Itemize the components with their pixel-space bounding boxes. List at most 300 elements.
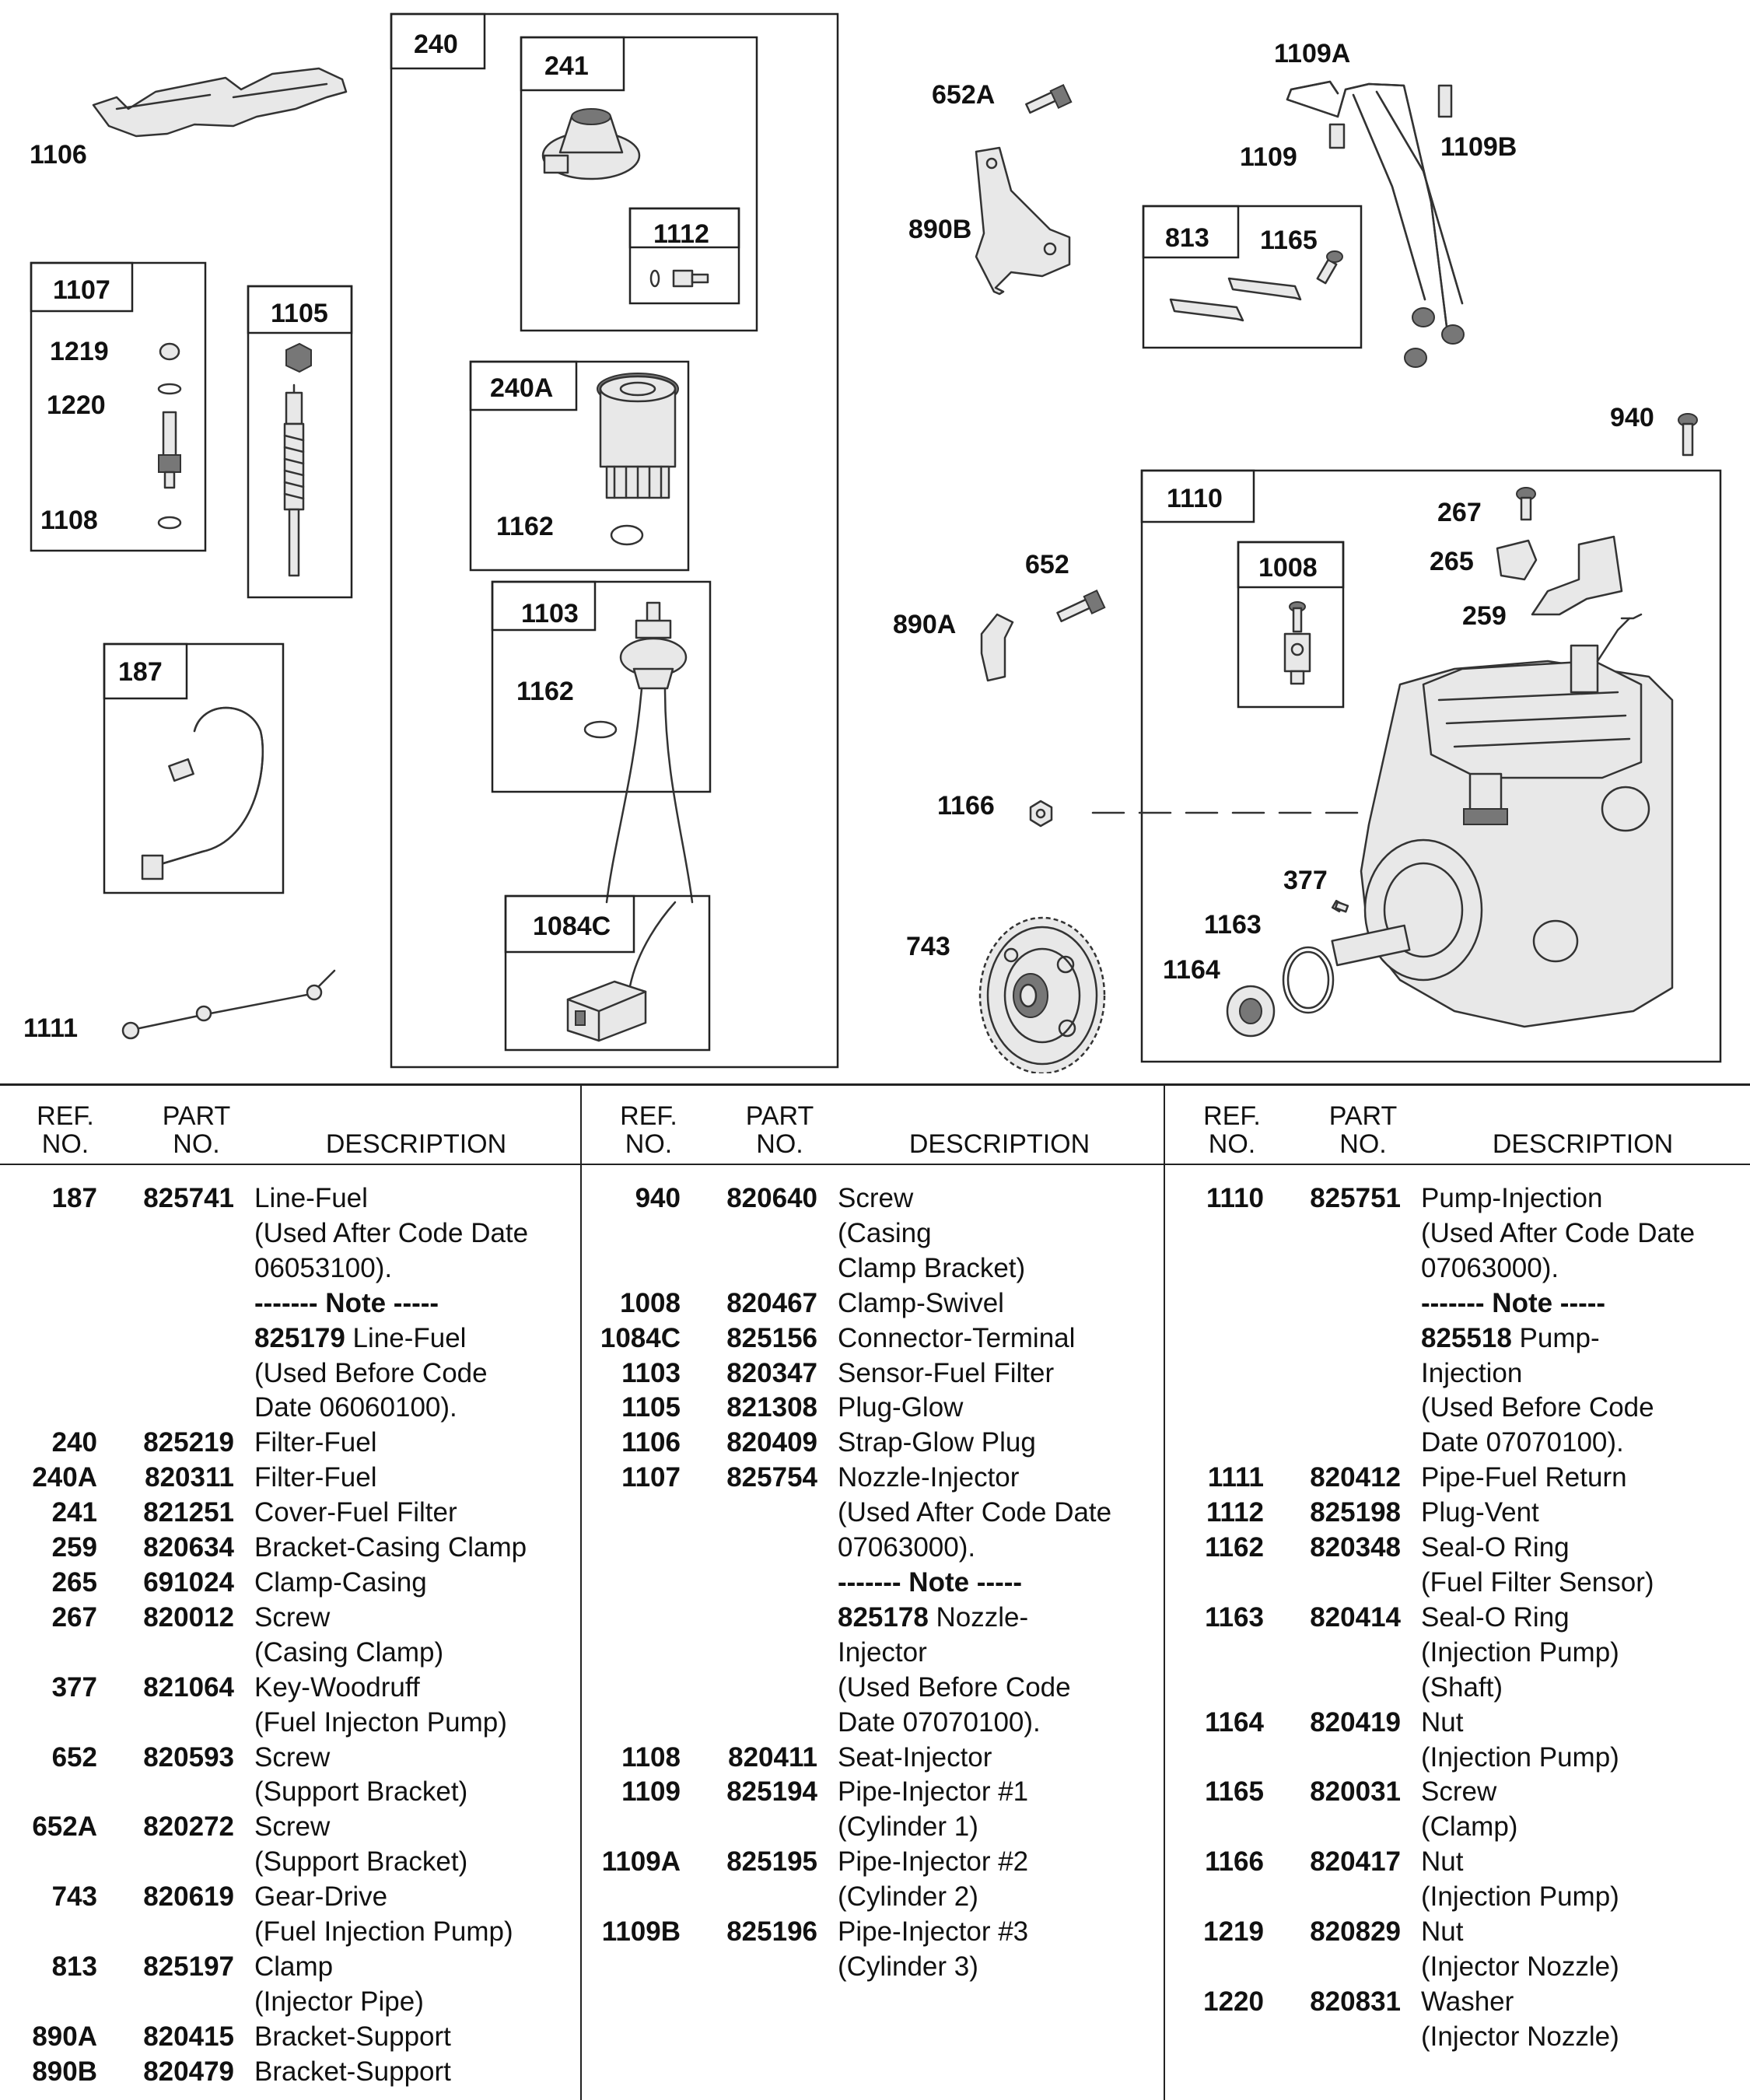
table-row	[0, 2020, 582, 2055]
ref-number	[1167, 1251, 1264, 1286]
label-813: 813	[1165, 223, 1209, 253]
ref-number: 259	[51, 1532, 97, 1563]
table-row	[583, 1356, 1165, 1391]
description-text: Nozzle-	[928, 1601, 1029, 1633]
description: Date 07070100).	[838, 1706, 1041, 1738]
ref-number	[583, 1950, 681, 1985]
table-row	[1167, 1671, 1748, 1706]
ref-number: 652	[51, 1741, 97, 1773]
part-652A-screw	[1026, 85, 1071, 113]
description: Sensor-Fuel Filter	[838, 1357, 1055, 1388]
table-row	[0, 1985, 582, 2020]
ref-number	[0, 1985, 97, 2020]
table-row	[0, 1391, 582, 1426]
part-number	[681, 1601, 821, 1636]
label-1162a: 1162	[496, 512, 554, 541]
table-row	[0, 1915, 582, 1950]
table-row	[0, 1775, 582, 1810]
description: (Injector Pipe)	[254, 1986, 424, 2017]
part-number	[97, 1775, 237, 1810]
ref-number	[0, 1775, 97, 1810]
part-number: 825754	[726, 1462, 817, 1493]
ref-number	[0, 1286, 97, 1321]
table-row	[1167, 1845, 1748, 1880]
header-ref-no: REF. NO.	[1203, 1101, 1261, 1159]
ref-number	[0, 1251, 97, 1286]
table-row	[1167, 1950, 1748, 1985]
description: Strap-Glow Plug	[838, 1427, 1036, 1458]
label-1106: 1106	[30, 140, 87, 170]
description: (Casing	[838, 1217, 932, 1248]
table-row	[0, 1286, 582, 1321]
ref-number	[583, 1671, 681, 1706]
part-number: 825219	[143, 1427, 234, 1458]
part-number	[681, 1496, 821, 1531]
ref-number: 1106	[621, 1427, 681, 1458]
label-1108: 1108	[40, 506, 98, 535]
table-row	[0, 1741, 582, 1776]
table-row	[583, 1251, 1165, 1286]
ref-number: 1166	[1205, 1846, 1264, 1878]
table-row	[583, 1775, 1165, 1810]
table-row	[1167, 1356, 1748, 1391]
table-row	[583, 1181, 1165, 1216]
description: Washer	[1421, 1986, 1514, 2017]
part-number	[1264, 1426, 1404, 1461]
table-row	[1167, 1496, 1748, 1531]
part-number	[681, 1671, 821, 1706]
label-187: 187	[118, 657, 163, 687]
description: (Cylinder 2)	[838, 1881, 978, 1913]
description: Pump-Injection	[1421, 1183, 1603, 1213]
table-row	[583, 1741, 1165, 1776]
part-1008-swivel-clamp	[1285, 602, 1310, 684]
ref-number: 652A	[32, 1811, 97, 1843]
part-number	[1264, 2020, 1404, 2055]
ref-number	[1167, 1950, 1264, 1985]
ref-number: 1109B	[601, 1916, 681, 1948]
description: (Used After Code Date	[254, 1217, 529, 1248]
note-divider: ------- Note -----	[254, 1287, 439, 1318]
part-number: 820409	[726, 1427, 817, 1458]
part-940-screw	[1678, 414, 1697, 455]
part-number	[681, 1251, 821, 1286]
label-1220: 1220	[47, 390, 106, 420]
table-row	[1167, 1775, 1748, 1810]
ref-number: 240	[51, 1427, 97, 1458]
part-number: 820347	[726, 1357, 817, 1388]
part-1110-injection-pump	[1332, 618, 1672, 1027]
ref-number	[583, 1880, 681, 1915]
description: Line-Fuel	[254, 1183, 368, 1213]
table-row	[1167, 1880, 1748, 1915]
ref-number: 813	[51, 1951, 97, 1982]
part-241-filter-cover	[543, 109, 639, 179]
table-row	[1167, 2020, 1748, 2055]
description: Pipe-Injector #3	[838, 1916, 1029, 1948]
part-1105-glow-plug	[285, 344, 311, 576]
part-number	[97, 1391, 237, 1426]
ref-number: 1220	[1203, 1986, 1264, 2017]
table-header	[583, 1091, 1165, 1169]
part-number	[1264, 1251, 1404, 1286]
ref-number: 187	[51, 1183, 97, 1213]
label-240A: 240A	[490, 373, 554, 403]
description: Seal-O Ring	[1421, 1532, 1570, 1563]
description-text: Pump-	[1511, 1322, 1600, 1353]
label-1109A: 1109A	[1274, 39, 1351, 68]
ref-number: 940	[635, 1183, 681, 1213]
description: (Shaft)	[1421, 1671, 1503, 1703]
part-number: 825198	[1310, 1497, 1401, 1528]
label-1112: 1112	[653, 219, 709, 249]
part-number: 820414	[1310, 1601, 1401, 1633]
part-number	[1264, 1391, 1404, 1426]
table-row	[583, 1880, 1165, 1915]
part-number: 820467	[726, 1287, 817, 1318]
parts-rows	[1167, 1181, 1748, 2055]
part-1111-fuel-return-pipe	[123, 971, 334, 1038]
parts-rows	[583, 1181, 1165, 1985]
description: Seat-Injector	[838, 1741, 992, 1773]
description: Date 06060100).	[254, 1392, 457, 1423]
description: Nut	[1421, 1846, 1464, 1878]
part-number	[97, 1915, 237, 1950]
description: (Casing Clamp)	[254, 1636, 444, 1668]
description: Clamp Bracket)	[838, 1252, 1026, 1283]
note-divider: ------- Note -----	[838, 1566, 1023, 1598]
description	[237, 1321, 582, 1356]
ref-number: 890B	[32, 2056, 97, 2087]
table-row	[0, 1496, 582, 1531]
label-377: 377	[1283, 866, 1328, 895]
table-row	[0, 1251, 582, 1286]
part-number: 820831	[1310, 1986, 1401, 2017]
description: Pipe-Injector #2	[838, 1846, 1029, 1878]
description: (Support Bracket)	[254, 1846, 468, 1878]
table-row	[583, 1671, 1165, 1706]
part-number: 825195	[726, 1846, 817, 1878]
part-1112-vent-plug	[651, 271, 708, 286]
table-row	[1167, 1915, 1748, 1950]
description: Bracket-Support	[254, 2021, 451, 2052]
part-number	[97, 1286, 237, 1321]
table-row	[583, 1531, 1165, 1566]
table-row	[583, 1636, 1165, 1671]
ref-number: 1109A	[601, 1846, 681, 1878]
ref-number	[1167, 1566, 1264, 1601]
table-row	[0, 1706, 582, 1741]
description: (Used Before Code	[838, 1671, 1071, 1703]
description: (Cylinder 1)	[838, 1811, 978, 1843]
ref-number: 1108	[621, 1741, 681, 1773]
part-number: 821308	[726, 1392, 817, 1423]
ref-number: 1105	[621, 1392, 681, 1423]
ref-number	[1167, 1741, 1264, 1776]
label-1163: 1163	[1204, 910, 1262, 940]
header-part-no: PART NO.	[745, 1101, 814, 1159]
part-number	[1264, 1566, 1404, 1601]
ref-number: 1163	[1205, 1601, 1264, 1633]
part-number: 820348	[1310, 1532, 1401, 1563]
part-240A-fuel-filter	[597, 373, 678, 544]
label-1105: 1105	[271, 299, 328, 328]
part-number	[97, 1321, 237, 1356]
ref-number: 267	[51, 1601, 97, 1633]
part-number: 820479	[143, 2056, 234, 2087]
table-header	[0, 1091, 582, 1169]
part-259-bracket	[1532, 537, 1641, 618]
ref-number: 1084C	[600, 1322, 681, 1353]
table-row	[583, 1461, 1165, 1496]
part-1166-nut	[1031, 801, 1052, 826]
part-1164-nut	[1227, 986, 1274, 1036]
description: Screw	[1421, 1776, 1497, 1808]
ref-number	[1167, 1671, 1264, 1706]
table-header	[1167, 1091, 1748, 1169]
part-number: 820419	[1310, 1706, 1401, 1738]
description: Connector-Terminal	[838, 1322, 1076, 1353]
description: (Used Before Code	[1421, 1392, 1654, 1423]
table-row	[1167, 1286, 1748, 1321]
table-row	[583, 1566, 1165, 1601]
description: 06053100).	[254, 1252, 393, 1283]
table-row	[1167, 1461, 1748, 1496]
ref-number	[0, 1321, 97, 1356]
ref-number	[583, 1636, 681, 1671]
part-number: 820829	[1310, 1916, 1401, 1948]
table-row	[583, 1321, 1165, 1356]
table-row	[1167, 1741, 1748, 1776]
part-number	[97, 1985, 237, 2020]
table-row	[0, 1356, 582, 1391]
table-row	[583, 1845, 1165, 1880]
table-row	[1167, 1706, 1748, 1741]
table-row	[0, 1426, 582, 1461]
table-row	[0, 1181, 582, 1216]
table-row	[583, 1216, 1165, 1251]
description	[1404, 1321, 1748, 1356]
part-743-drive-gear	[980, 918, 1104, 1073]
part-number: 825156	[726, 1322, 817, 1353]
note-divider: ------- Note -----	[1421, 1287, 1606, 1318]
description: Bracket-Casing Clamp	[254, 1532, 527, 1563]
ref-number	[0, 1845, 97, 1880]
description: Clamp-Swivel	[838, 1287, 1004, 1318]
part-number: 821251	[143, 1497, 234, 1528]
table-row	[583, 1496, 1165, 1531]
ref-number: 890A	[32, 2021, 97, 2052]
description: Gear-Drive	[254, 1881, 388, 1913]
ref-number: 1110	[1206, 1183, 1264, 1213]
part-number	[1264, 1286, 1404, 1321]
table-row	[1167, 1181, 1748, 1216]
ref-number	[1167, 2020, 1264, 2055]
part-187-fuel-line	[142, 708, 263, 879]
description: Seal-O Ring	[1421, 1601, 1570, 1633]
ref-number	[0, 1915, 97, 1950]
table-row	[0, 1601, 582, 1636]
label-241: 241	[544, 51, 589, 81]
label-743: 743	[906, 932, 950, 961]
ref-number	[583, 1496, 681, 1531]
part-number	[681, 1636, 821, 1671]
description: Pipe-Injector #1	[838, 1776, 1029, 1808]
parts-list-table	[0, 1083, 1750, 2100]
description: Cover-Fuel Filter	[254, 1497, 457, 1528]
table-row	[0, 1636, 582, 1671]
table-row	[0, 1810, 582, 1845]
description: Clamp	[254, 1951, 334, 1982]
parts-column-1	[0, 1091, 582, 2095]
header-description: DESCRIPTION	[325, 1129, 507, 1159]
table-row	[583, 1286, 1165, 1321]
label-267: 267	[1437, 498, 1482, 527]
description: (Fuel Filter Sensor)	[1421, 1566, 1654, 1598]
part-number	[97, 1706, 237, 1741]
part-1163-o-ring	[1283, 947, 1333, 1013]
part-number	[1264, 1636, 1404, 1671]
description: Date 07070100).	[1421, 1427, 1624, 1458]
table-row	[1167, 1391, 1748, 1426]
description: (Injector Nozzle)	[1421, 1951, 1619, 1982]
description: (Injection Pump)	[1421, 1741, 1619, 1773]
description: Nozzle-Injector	[838, 1462, 1020, 1493]
part-1107-injector-nozzle	[159, 344, 180, 528]
table-row	[583, 1950, 1165, 1985]
description: Pipe-Fuel Return	[1421, 1462, 1627, 1493]
part-890B-support-bracket	[976, 148, 1069, 294]
label-940: 940	[1610, 403, 1654, 432]
label-890A: 890A	[893, 610, 957, 639]
label-240: 240	[414, 30, 458, 59]
part-number: 820593	[143, 1741, 234, 1773]
part-number	[1264, 1950, 1404, 1985]
part-number	[97, 1251, 237, 1286]
ref-number: 265	[51, 1566, 97, 1598]
description: Screw	[254, 1811, 331, 1843]
header-part-no: PART NO.	[162, 1101, 231, 1159]
description: (Clamp)	[1421, 1811, 1518, 1843]
table-row	[0, 1880, 582, 1915]
label-890B: 890B	[908, 215, 972, 244]
part-number	[1264, 1741, 1404, 1776]
label-1109: 1109	[1240, 142, 1297, 172]
part-890A-support-bracket	[982, 614, 1013, 681]
table-row	[0, 1845, 582, 1880]
description: (Fuel Injecton Pump)	[254, 1706, 507, 1738]
ref-number: 1219	[1203, 1916, 1264, 1948]
ref-number	[583, 1251, 681, 1286]
part-number: 820411	[728, 1741, 817, 1773]
part-number	[1264, 1880, 1404, 1915]
label-1103: 1103	[521, 599, 579, 628]
part-number	[1264, 1671, 1404, 1706]
part-number	[97, 1845, 237, 1880]
ref-number: 1112	[1206, 1497, 1264, 1528]
description	[821, 1601, 1165, 1636]
description: (Used After Code Date	[1421, 1217, 1696, 1248]
part-number	[681, 1810, 821, 1845]
description: Screw	[254, 1601, 331, 1633]
table-row	[583, 1391, 1165, 1426]
part-number: 825196	[726, 1916, 817, 1948]
part-265-clamp-casing	[1497, 541, 1536, 579]
table-row	[1167, 1636, 1748, 1671]
label-1110: 1110	[1167, 484, 1223, 513]
parts-rows	[0, 1181, 582, 2090]
ref-number: 1103	[621, 1357, 681, 1388]
part-number	[681, 1706, 821, 1741]
ref-number	[0, 1356, 97, 1391]
table-row	[1167, 1251, 1748, 1286]
alternate-part-number: 825518	[1421, 1322, 1512, 1353]
description: Screw	[254, 1741, 331, 1773]
description: 07063000).	[838, 1532, 976, 1563]
label-1165: 1165	[1260, 226, 1318, 255]
description: Nut	[1421, 1916, 1464, 1948]
part-652-screw	[1058, 590, 1105, 621]
description: (Cylinder 3)	[838, 1951, 978, 1982]
part-number: 820634	[143, 1532, 234, 1563]
label-1109B: 1109B	[1440, 132, 1517, 162]
table-row	[1167, 1566, 1748, 1601]
ref-number: 240A	[32, 1462, 97, 1493]
box-241	[521, 37, 757, 331]
part-number: 820012	[143, 1601, 234, 1633]
ref-number	[1167, 1216, 1264, 1251]
description: (Support Bracket)	[254, 1776, 468, 1808]
ref-number: 241	[51, 1497, 97, 1528]
part-number	[681, 1216, 821, 1251]
ref-number: 377	[51, 1671, 97, 1703]
part-number	[97, 1636, 237, 1671]
table-row	[1167, 1426, 1748, 1461]
label-652: 652	[1025, 550, 1069, 579]
ref-number	[1167, 1426, 1264, 1461]
label-265: 265	[1430, 547, 1474, 576]
part-1106-glow-plug-strap	[93, 68, 346, 136]
table-top-border	[0, 1083, 1750, 1086]
table-row	[0, 1321, 582, 1356]
description: (Used Before Code	[254, 1357, 488, 1388]
header-ref-no: REF. NO.	[620, 1101, 677, 1159]
description: 07063000).	[1421, 1252, 1559, 1283]
header-ref-no: REF. NO.	[37, 1101, 94, 1159]
label-1008: 1008	[1258, 553, 1318, 583]
table-row	[0, 1671, 582, 1706]
description: (Fuel Injection Pump)	[254, 1916, 513, 1948]
part-813-clamp	[1171, 251, 1342, 320]
ref-number	[1167, 1321, 1264, 1356]
table-row	[1167, 1601, 1748, 1636]
description: Injector	[838, 1636, 927, 1668]
part-number: 691024	[143, 1566, 234, 1598]
label-1107: 1107	[53, 275, 110, 305]
header-description: DESCRIPTION	[1492, 1129, 1674, 1159]
ref-number	[583, 1531, 681, 1566]
ref-number	[1167, 1880, 1264, 1915]
part-number	[681, 1531, 821, 1566]
ref-number	[1167, 1810, 1264, 1845]
part-number	[97, 1216, 237, 1251]
parts-column-3	[1167, 1091, 1748, 2095]
ref-number	[583, 1566, 681, 1601]
table-row	[0, 1566, 582, 1601]
ref-number	[583, 1706, 681, 1741]
part-number: 820272	[143, 1811, 234, 1843]
ref-number	[583, 1216, 681, 1251]
